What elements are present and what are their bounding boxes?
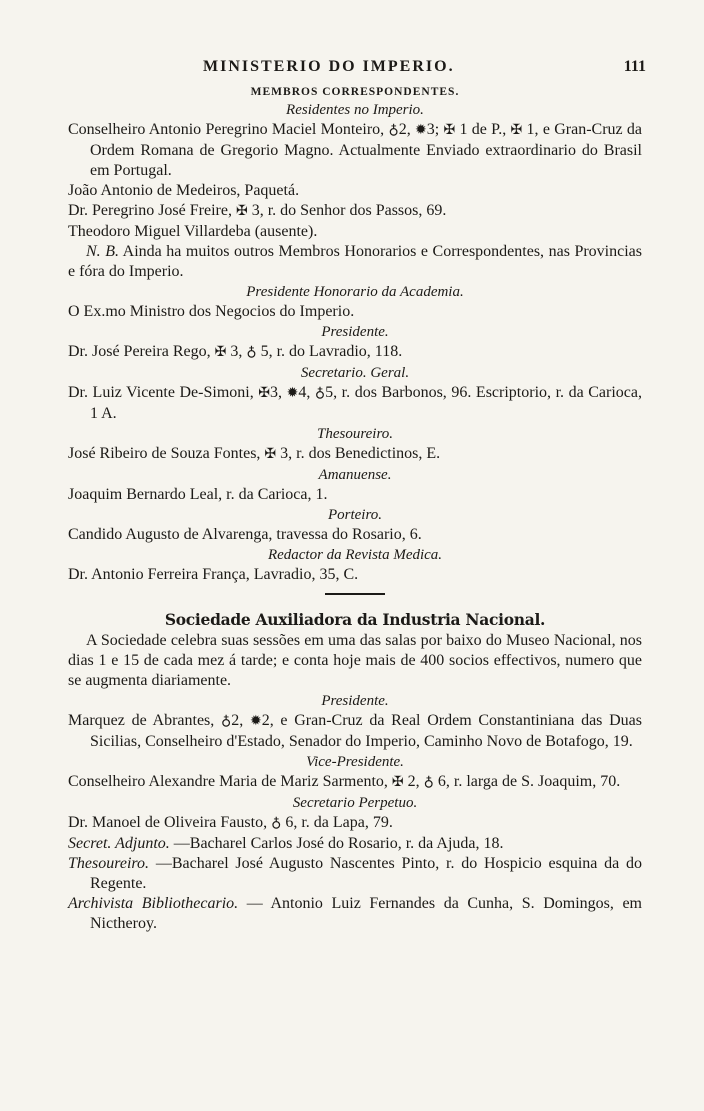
running-head-title: MINISTERIO DO IMPERIO. [203, 58, 455, 75]
running-head [68, 52, 646, 80]
presidente-honorario-heading: Presidente Honorario da Academia. [246, 284, 464, 300]
porteiro-heading: Porteiro. [327, 507, 383, 523]
amanuense-heading: Amanuense. [318, 467, 392, 483]
redactor-heading: Redactor da Revista Medica. [267, 547, 443, 563]
rose-order-icon: ♁ [423, 775, 434, 790]
rose-order-icon: ♁ [271, 816, 282, 831]
sociedade-title: Sociedade Auxiliadora da Industria Nacional. [164, 610, 546, 629]
cross-order-icon: ✠ [264, 447, 277, 462]
book-page [68, 52, 646, 934]
cross-order-icon: ✠ [510, 123, 523, 138]
section-divider [325, 593, 385, 595]
page-number: 111 [623, 58, 646, 75]
thesoureiro-heading: Thesoureiro. [317, 426, 393, 442]
entry-vice-presidente: Conselheiro Alexandre Maria de Mariz Sarmento, ✠ 2, ♁ 6, r. larga de S. Joaquim, 70. [68, 773, 621, 790]
rose-order-icon: ♁ [221, 714, 232, 729]
vice-presidente-heading: Vice-Presidente. [306, 754, 404, 770]
entry-secretario-geral: Dr. Luiz Vicente De-Simoni, ✠3, ✹4, ♁5, r. dos Barbonos, 96. Escriptorio, r. da Carioca, 1 A. [68, 384, 643, 422]
entry-amanuense: Joaquim Bernardo Leal, r. da Carioca, 1. [68, 486, 328, 503]
presidente-heading: Presidente. [321, 324, 389, 340]
entry-sociedade-thesoureiro: Thesoureiro. —Bacharel José Augusto Nascentes Pinto, r. do Hospicio esquina da do Regente. [68, 855, 643, 892]
entry-presidente: Dr. José Pereira Rego, ✠ 3, ♁ 5, r. do Lavradio, 118. [68, 343, 403, 360]
entry-secretario-adjunto: Secret. Adjunto. —Bacharel Carlos José do Rosario, r. da Ajuda, 18. [68, 835, 504, 852]
entry-maciel-monteiro: Conselheiro Antonio Peregrino Maciel Monteiro, ♁2, ✹3; ✠ 1 de P., ✠ 1, e Gran-Cruz da Ordem Romana de Gregorio Magno. Actualmente Enviado extraordinario do Brasil em Portugal. [68, 121, 643, 179]
rose-order-icon: ♁ [388, 123, 399, 138]
entry-freire: Dr. Peregrino José Freire, ✠ 3, r. do Senhor dos Passos, 69. [68, 202, 447, 219]
entry-redactor: Dr. Antonio Ferreira França, Lavradio, 35, C. [68, 566, 359, 583]
entry-presidente-honorario: O Ex.mo Ministro dos Negocios do Imperio. [68, 303, 355, 320]
cross-order-icon: ✠ [443, 123, 456, 138]
entry-porteiro: Candido Augusto de Alvarenga, travessa do Rosario, 6. [68, 526, 422, 543]
cross-order-icon: ✠ [214, 345, 227, 360]
entry-thesoureiro: José Ribeiro de Souza Fontes, ✠ 3, r. dos Benedictinos, E. [68, 445, 441, 462]
residentes-heading: Residentes no Imperio. [286, 102, 424, 118]
membros-heading: MEMBROS CORRESPONDENTES. [250, 86, 460, 98]
entry-secretario-perpetuo: Dr. Manoel de Oliveira Fausto, ♁ 6, r. da Lapa, 79. [68, 814, 393, 831]
sociedade-presidente-heading: Presidente. [321, 693, 389, 709]
sociedade-intro: A Sociedade celebra suas sessões em uma das salas por baixo do Museo Nacional, nos dias 1 e 15 de cada mez á tarde; e conta hoje mais de 400 socios effectivos, numero que se augmenta diariamente. [68, 632, 642, 689]
cross-order-icon: ✠ [235, 204, 248, 219]
nota-bene: N. B. Ainda ha muitos outros Membros Honorarios e Correspondentes, nas Provincias e fóra do Imperio. [68, 243, 642, 280]
starburst-order-icon: ✹ [286, 386, 299, 401]
entry-villardeba: Theodoro Miguel Villardeba (ausente). [68, 223, 318, 240]
entry-medeiros: João Antonio de Medeiros, Paquetá. [68, 182, 300, 199]
cross-order-icon: ✠ [258, 386, 271, 401]
secretario-perpetuo-heading: Secretario Perpetuo. [292, 795, 418, 811]
starburst-order-icon: ✹ [414, 123, 427, 138]
cross-order-icon: ✠ [391, 775, 404, 790]
entry-archivista: Archivista Bibliothecario. — Antonio Luiz Fernandes da Cunha, S. Domingos, em Nictheroy. [68, 895, 642, 932]
entry-sociedade-presidente: Marquez de Abrantes, ♁2, ✹2, e Gran-Cruz da Real Ordem Constantiniana das Duas Sicilias, Conselheiro d'Estado, Senador do Imperio, Caminho Novo de Botafogo, 19. [68, 712, 642, 750]
secretario-geral-heading: Secretario. Geral. [300, 365, 410, 381]
starburst-order-icon: ✹ [249, 714, 262, 729]
rose-order-icon: ♁ [314, 386, 326, 401]
rose-order-icon: ♁ [246, 345, 257, 360]
